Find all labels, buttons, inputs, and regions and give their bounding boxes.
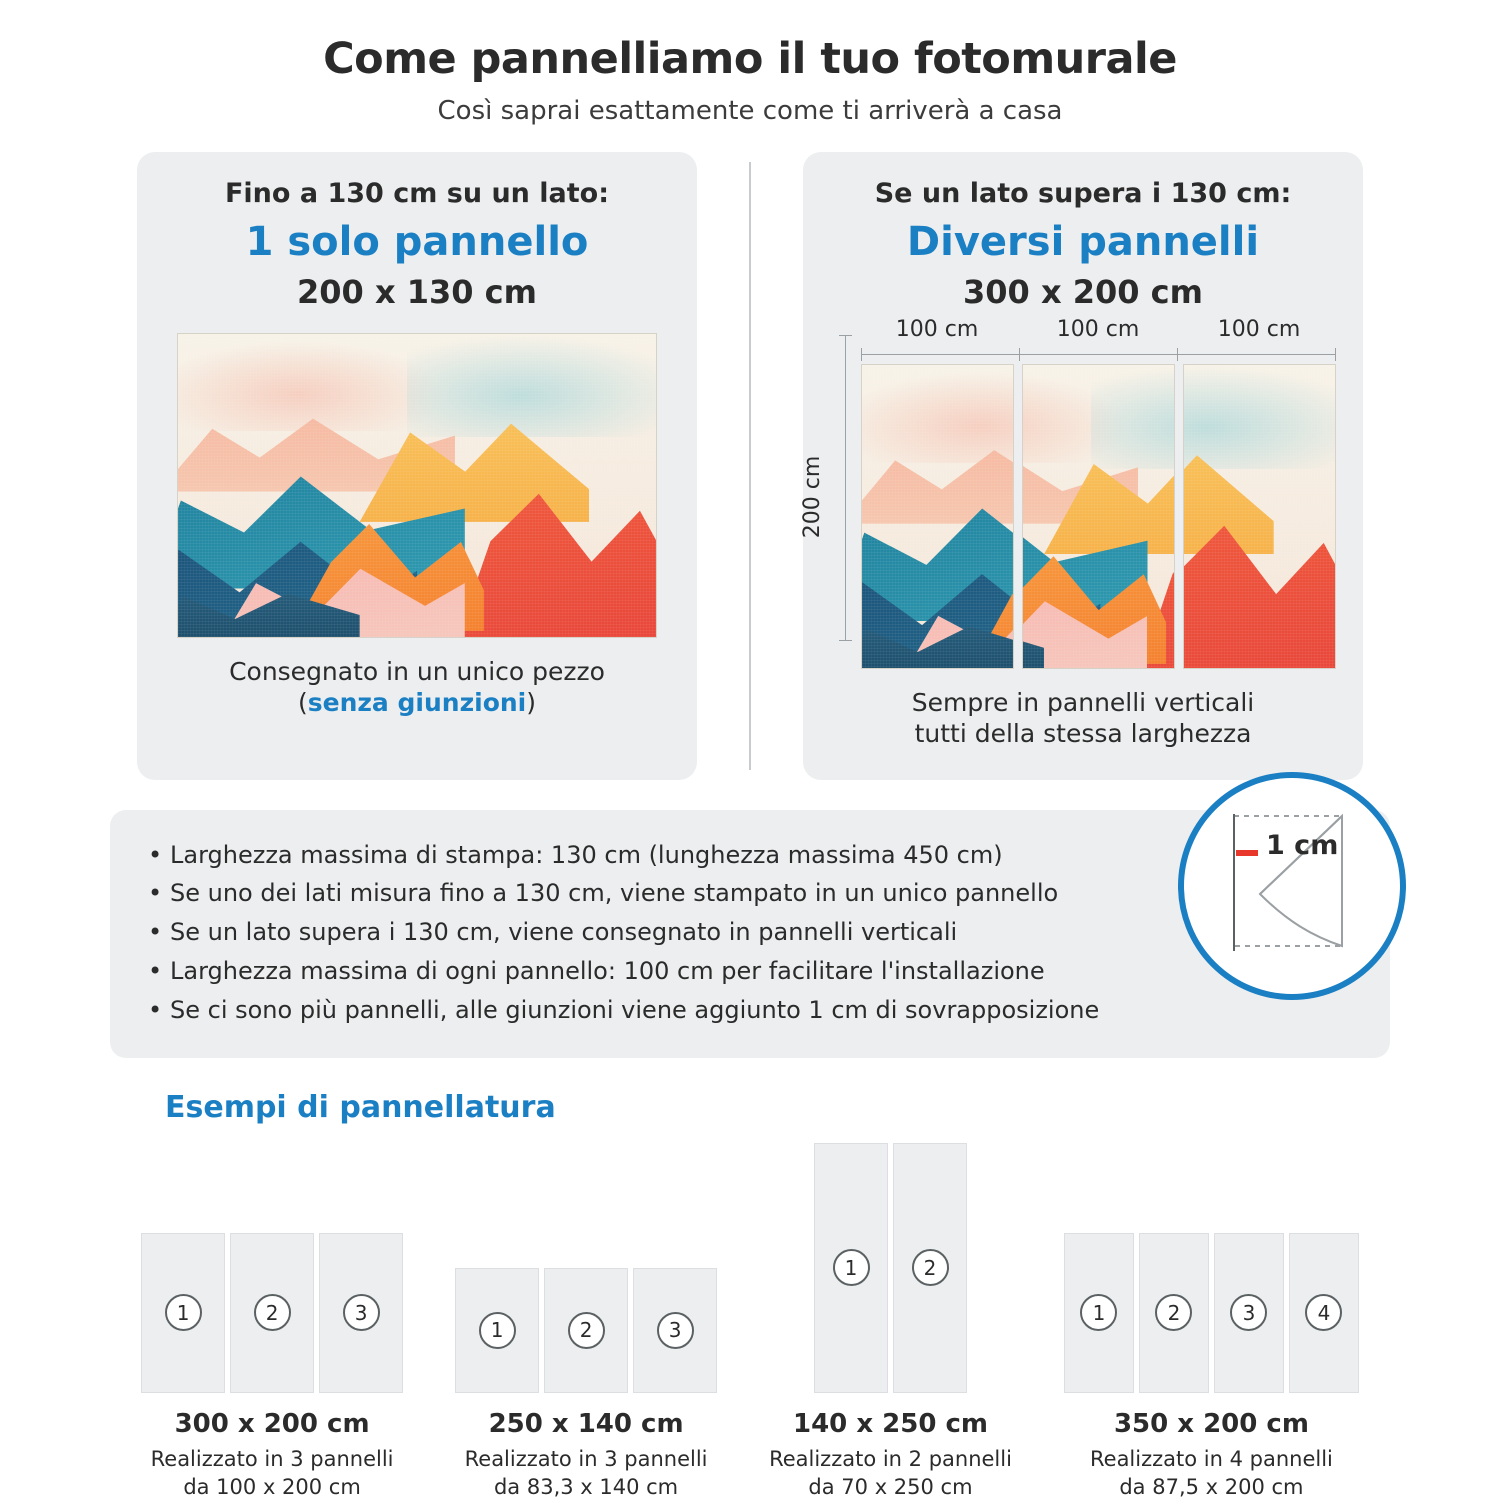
height-dimension-line	[845, 335, 846, 640]
card-left-headline: 1 solo pannello	[245, 219, 589, 265]
example-panel	[544, 1268, 628, 1393]
example-size: 300 x 200 cm	[174, 1408, 370, 1439]
example-panel	[893, 1143, 967, 1393]
vertical-divider	[749, 162, 751, 770]
comparison-cards	[0, 152, 1500, 780]
list-item: • Se un lato supera i 130 cm, viene consegnato in pannelli verticali	[144, 913, 1356, 952]
panel-number: 4	[1305, 1294, 1342, 1331]
example-panel	[1214, 1233, 1284, 1393]
panel-number: 1	[165, 1294, 202, 1331]
example-desc-line1: Realizzato in 4 pannelli	[1090, 1446, 1333, 1471]
mural-panel-2	[1022, 364, 1175, 669]
example-panels	[141, 1233, 403, 1393]
example-desc-line2: da 100 x 200 cm	[183, 1475, 361, 1500]
panel-number: 1	[833, 1249, 870, 1286]
example-panel	[633, 1268, 717, 1393]
card-left-highlight: senza giunzioni	[307, 688, 527, 718]
examples-title: Esempi di pannellatura	[165, 1089, 556, 1125]
example-desc-line1: Realizzato in 2 pannelli	[769, 1446, 1012, 1471]
overlap-label: 1 cm	[1266, 829, 1339, 861]
artwork-split	[799, 317, 1339, 669]
panel-number: 1	[479, 1312, 516, 1349]
example-panel	[1064, 1233, 1134, 1393]
panel-number: 3	[657, 1312, 694, 1349]
card-single-panel	[137, 152, 697, 780]
card-right-footer	[827, 687, 1339, 750]
example-size: 140 x 250 cm	[793, 1408, 988, 1439]
panel-number: 1	[1080, 1294, 1117, 1331]
panel-number: 2	[254, 1294, 291, 1331]
example-140x250	[769, 1143, 1012, 1502]
width-dimension-line	[861, 348, 1336, 360]
page-title: Come pannelliamo il tuo fotomurale	[323, 34, 1177, 84]
list-item: • Se uno dei lati misura fino a 130 cm, viene stampato in un unico pannello	[144, 874, 1356, 913]
example-desc-line1: Realizzato in 3 pannelli	[464, 1446, 708, 1471]
examples-row	[0, 1143, 1500, 1502]
split-panels	[861, 364, 1336, 669]
mural-panel-1	[861, 364, 1014, 669]
example-size: 350 x 200 cm	[1113, 1408, 1309, 1439]
paren-close: )	[526, 688, 536, 718]
example-panel	[319, 1233, 403, 1393]
example-panel	[230, 1233, 314, 1393]
example-panels	[769, 1143, 1012, 1393]
example-panel	[814, 1143, 888, 1393]
overlap-badge	[1178, 772, 1406, 1000]
header	[0, 0, 1500, 126]
overlap-diagram-icon	[1192, 786, 1392, 986]
panel-width-labels	[861, 317, 1336, 342]
list-item: • Larghezza massima di stampa: 130 cm (lunghezza massima 450 cm)	[144, 836, 1356, 875]
card-left-size: 200 x 130 cm	[297, 273, 537, 311]
card-left-footer	[161, 656, 673, 719]
card-right-foot-line1: Sempre in pannelli verticali	[911, 688, 1255, 717]
panel-number: 2	[1155, 1294, 1192, 1331]
paren-open: (	[297, 688, 308, 718]
height-label: 200 cm	[799, 455, 825, 539]
rules-box	[110, 810, 1390, 1058]
example-desc-line1: Realizzato in 3 pannelli	[150, 1446, 394, 1471]
card-right-headline: Diversi pannelli	[906, 219, 1260, 265]
example-desc-line2: da 70 x 250 cm	[808, 1475, 973, 1500]
rules-list	[144, 836, 1356, 1030]
example-size: 250 x 140 cm	[488, 1408, 684, 1439]
example-panel	[455, 1268, 539, 1393]
example-250x140	[455, 1268, 717, 1502]
artwork-single	[161, 333, 673, 638]
card-right-kicker: Se un lato supera i 130 cm:	[874, 178, 1292, 209]
panel-width-label: 100 cm	[1217, 317, 1301, 342]
example-panel	[1139, 1233, 1209, 1393]
panel-number: 2	[568, 1312, 605, 1349]
mural-artwork	[177, 333, 657, 638]
panel-number: 3	[1230, 1294, 1267, 1331]
example-350x200	[1064, 1233, 1359, 1502]
example-panels	[455, 1268, 717, 1393]
mural-panel-3	[1183, 364, 1336, 669]
card-left-kicker: Fino a 130 cm su un lato:	[224, 178, 610, 209]
card-right-size: 300 x 200 cm	[963, 273, 1203, 311]
list-item: • Se ci sono più pannelli, alle giunzioni viene aggiunto 1 cm di sovrapposizione	[144, 991, 1356, 1030]
panel-width-label: 100 cm	[1056, 317, 1140, 342]
card-multi-panel	[799, 152, 1363, 780]
list-item: • Larghezza massima di ogni pannello: 100 cm per facilitare l'installazione	[144, 952, 1356, 991]
panel-number: 2	[912, 1249, 949, 1286]
page-subtitle: Così saprai esattamente come ti arriverà a casa	[437, 96, 1063, 126]
card-left-foot-line2	[161, 687, 673, 718]
panel-number: 3	[343, 1294, 380, 1331]
card-left-foot-line1: Consegnato in un unico pezzo	[229, 657, 605, 686]
panel-width-label: 100 cm	[895, 317, 979, 342]
example-desc-line2: da 83,3 x 140 cm	[493, 1475, 679, 1500]
example-panel	[1289, 1233, 1359, 1393]
example-panel	[141, 1233, 225, 1393]
example-desc-line2: da 87,5 x 200 cm	[1119, 1475, 1304, 1500]
card-right-foot-line2: tutti della stessa larghezza	[914, 719, 1252, 749]
example-panels	[1064, 1233, 1359, 1393]
example-300x200	[141, 1233, 403, 1502]
